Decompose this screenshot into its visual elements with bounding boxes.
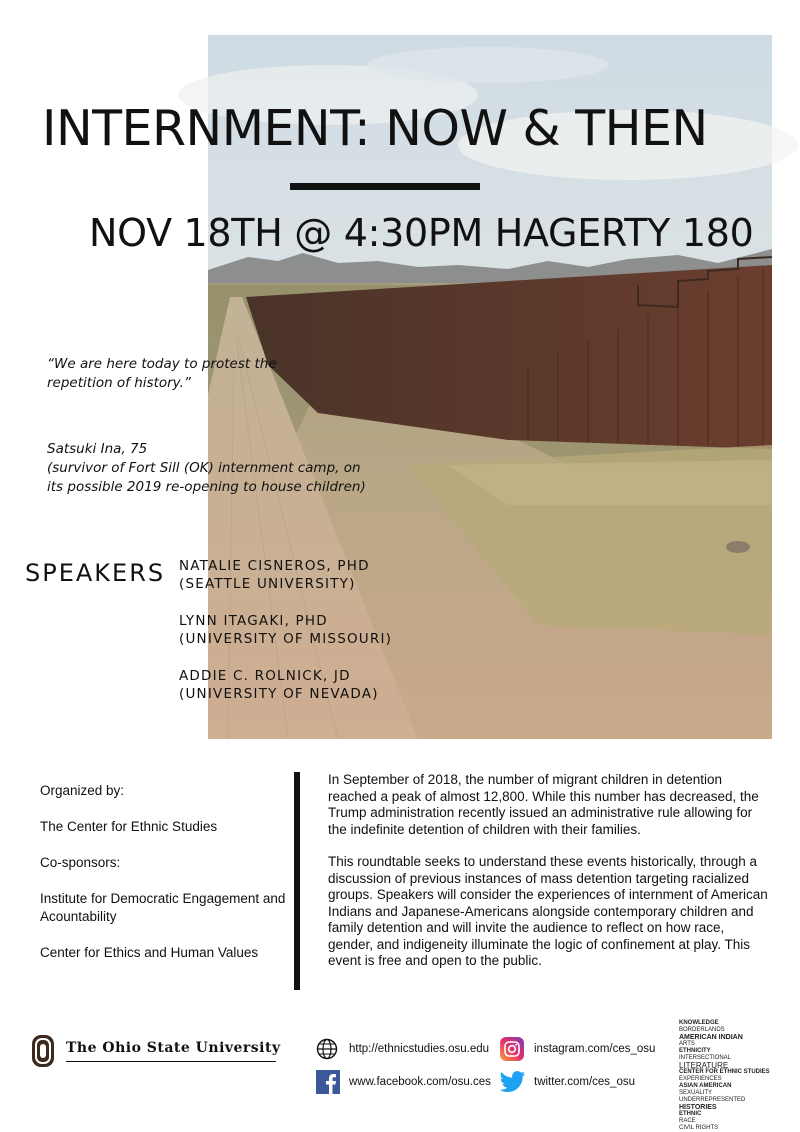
word-cloud-term: KNOWLEDGE [679,1020,719,1026]
cosponsor-name: Center for Ethics and Human Values [40,945,259,960]
speaker-name: NATALIE CISNEROS, PHD [179,558,370,574]
speaker-affiliation: (UNIVERSITY OF MISSOURI) [179,631,393,647]
instagram-icon [500,1037,524,1065]
word-cloud-term: CIVIL RIGHTS [679,1125,719,1131]
speaker-affiliation: (UNIVERSITY OF NEVADA) [179,686,379,702]
speaker-affiliation: (SEATTLE UNIVERSITY) [179,576,356,592]
speaker-item [179,557,392,593]
word-cloud-term: UNDERREPRESENTED [679,1097,746,1103]
attribution-line: its possible 2019 re-opening to house children) [47,479,366,495]
university-name: The Ohio State University [66,1040,281,1056]
quote-attribution [47,440,377,497]
event-date-location: NOV 18TH @ 4:30PM HAGERTY 180 [89,211,754,255]
facebook-link[interactable]: www.facebook.com/osu.ces [349,1076,491,1088]
word-cloud-term: ARTS [679,1041,695,1047]
speaker-item [179,612,392,648]
university-underline [66,1061,276,1062]
description-paragraph: This roundtable seeks to understand these events historically, through a discussion of previous instances of mass detention targeting racialized groups. Speakers will consider the experiences of internment of American Indians and Japanese-Americans alongside contemporary children and family detention and will invite the audience to reflect on how race, gender, and indigeneity illuminate the logic of confinement at play. This event is free and open to the public. [328,854,768,968]
website-link[interactable]: http://ethnicstudies.osu.edu [349,1043,490,1055]
title-divider [290,183,480,190]
globe-icon [316,1038,338,1064]
organizer-name: The Center for Ethnic Studies [40,819,218,834]
event-title: INTERNMENT: NOW & THEN [42,100,708,157]
quote [47,355,347,393]
ethnic-studies-word-cloud [679,1020,771,1131]
word-cloud-term: LITERATURE [679,1061,729,1070]
attribution-line: Satsuki Ina, 75 [47,441,148,457]
quote-line: “We are here today to protest the [47,356,277,372]
word-cloud-term: CENTER FOR ETHNIC STUDIES [679,1069,770,1075]
sponsors-column [40,782,290,980]
organized-by-label: Organized by: [40,783,125,798]
cosponsor-name: Institute for Democratic Engagement and Acountability [40,891,286,924]
speaker-name: LYNN ITAGAKI, PHD [179,613,328,629]
word-cloud-term: ETHNIC [679,1111,702,1117]
attribution-line: (survivor of Fort Sill (OK) internment camp, on [47,460,361,476]
instagram-link[interactable]: instagram.com/ces_osu [534,1043,656,1055]
twitter-link[interactable]: twitter.com/ces_osu [534,1076,635,1088]
speaker-item [179,667,392,703]
speakers-heading: SPEAKERS [25,559,166,587]
word-cloud-term: INTERSECTIONAL [679,1055,732,1061]
cosponsors-label: Co-sponsors: [40,855,121,870]
column-divider [294,772,300,990]
quote-line: repetition of history.” [47,375,191,391]
word-cloud-term: AMERICAN INDIAN [679,1034,743,1041]
word-cloud-term: SEXUALITY [679,1090,713,1096]
event-description [328,772,768,986]
word-cloud-term: EXPERIENCES [679,1076,722,1082]
speakers-list [179,557,392,722]
twitter-icon [500,1071,526,1097]
word-cloud-term: RACE [679,1118,696,1124]
word-cloud-term: ASIAN AMERICAN [679,1083,732,1089]
speaker-name: ADDIE C. ROLNICK, JD [179,668,351,684]
word-cloud-term: BORDERLANDS [679,1027,725,1033]
osu-block-o-logo [31,1034,55,1072]
word-cloud-term: ETHNICITY [679,1048,711,1054]
facebook-icon [316,1070,340,1098]
word-cloud-term: HISTORIES [679,1104,717,1111]
description-paragraph: In September of 2018, the number of migrant children in detention reached a peak of almost 12,800. While this number has decreased, the Trump administration recently issued an administrative rule allowing for the indefinite detention of children with their families. [328,772,759,837]
